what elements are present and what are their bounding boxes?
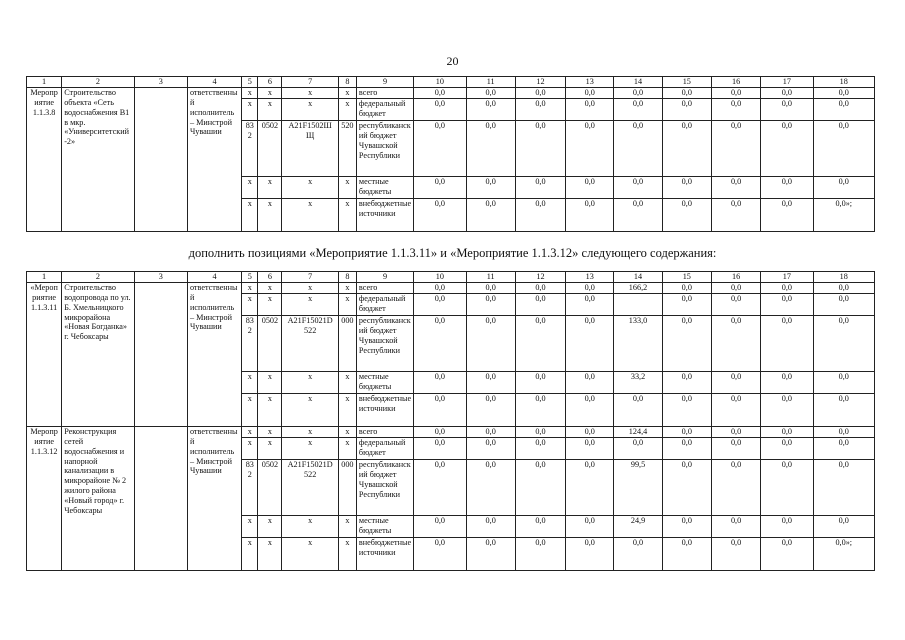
column-number: 10 bbox=[414, 272, 466, 283]
code-cell: x bbox=[282, 438, 338, 460]
code-cell: x bbox=[338, 372, 356, 394]
funding-source-cell: внебюджетные источники bbox=[356, 538, 413, 571]
table-row bbox=[27, 427, 875, 438]
column-number: 11 bbox=[466, 272, 515, 283]
column-number: 17 bbox=[761, 77, 813, 88]
table-row bbox=[27, 283, 875, 294]
code-cell: x bbox=[282, 283, 338, 294]
code-cell: x bbox=[282, 516, 338, 538]
column-number: 8 bbox=[338, 77, 356, 88]
value-cell bbox=[614, 294, 662, 316]
column-number: 12 bbox=[515, 272, 565, 283]
column-number: 9 bbox=[356, 272, 413, 283]
value-cell: 0,0 bbox=[711, 199, 760, 232]
column-3-cell bbox=[134, 283, 187, 427]
table-row bbox=[27, 88, 875, 99]
value-cell: 0,0 bbox=[414, 121, 466, 177]
value-cell: 0,0 bbox=[414, 427, 466, 438]
value-cell: 0,0 bbox=[414, 283, 466, 294]
value-cell: 0,0 bbox=[414, 199, 466, 232]
value-cell: 0,0 bbox=[414, 294, 466, 316]
column-number-row bbox=[27, 272, 875, 283]
value-cell: 0,0 bbox=[662, 121, 711, 177]
value-cell: 0,0 bbox=[711, 316, 760, 372]
value-cell: 0,0 bbox=[414, 88, 466, 99]
value-cell: 0,0 bbox=[466, 88, 515, 99]
value-cell: 0,0 bbox=[466, 460, 515, 516]
executor-cell: ответственный исполнитель – Минстрой Чувашии bbox=[187, 427, 241, 571]
value-cell: 0,0 bbox=[466, 438, 515, 460]
code-cell: x bbox=[258, 199, 282, 232]
value-cell: 0,0 bbox=[813, 427, 874, 438]
column-number: 3 bbox=[134, 272, 187, 283]
funding-source-cell: местные бюджеты bbox=[356, 372, 413, 394]
code-cell: x bbox=[338, 394, 356, 427]
column-number: 13 bbox=[566, 272, 614, 283]
column-number: 15 bbox=[662, 77, 711, 88]
code-cell: x bbox=[242, 438, 258, 460]
value-cell: 0,0 bbox=[761, 316, 813, 372]
value-cell: 0,0 bbox=[466, 99, 515, 121]
code-cell: x bbox=[258, 372, 282, 394]
value-cell: 0,0 bbox=[761, 516, 813, 538]
value-cell: 0,0 bbox=[466, 294, 515, 316]
code-cell: x bbox=[242, 538, 258, 571]
column-number: 14 bbox=[614, 77, 662, 88]
value-cell: 0,0 bbox=[662, 516, 711, 538]
value-cell: 0,0 bbox=[711, 438, 760, 460]
column-number: 16 bbox=[711, 272, 760, 283]
value-cell: 0,0 bbox=[711, 372, 760, 394]
value-cell: 0,0 bbox=[614, 121, 662, 177]
measure-name-cell: Строительство водопровода по ул. Б. Хмельницкого микрорайона «Новая Богданка» г. Чебоксары bbox=[62, 283, 134, 427]
executor-cell: ответственный исполнитель – Минстрой Чувашии bbox=[187, 88, 241, 232]
value-cell: 0,0 bbox=[761, 294, 813, 316]
program-table-1 bbox=[26, 76, 875, 232]
value-cell: 0,0 bbox=[761, 283, 813, 294]
value-cell: 0,0 bbox=[662, 427, 711, 438]
value-cell: 0,0 bbox=[466, 372, 515, 394]
value-cell: 0,0 bbox=[466, 427, 515, 438]
value-cell: 0,0 bbox=[515, 460, 565, 516]
value-cell: 0,0 bbox=[711, 177, 760, 199]
value-cell: 0,0 bbox=[614, 538, 662, 571]
code-cell: x bbox=[282, 177, 338, 199]
column-number: 11 bbox=[466, 77, 515, 88]
code-cell: A21F15021D 522 bbox=[282, 316, 338, 372]
value-cell: 0,0 bbox=[761, 538, 813, 571]
code-cell: x bbox=[258, 394, 282, 427]
funding-source-cell: федеральный бюджет bbox=[356, 294, 413, 316]
code-cell: x bbox=[338, 294, 356, 316]
value-cell: 166,2 bbox=[614, 283, 662, 294]
code-cell: x bbox=[242, 294, 258, 316]
code-cell: x bbox=[282, 427, 338, 438]
value-cell: 0,0 bbox=[466, 177, 515, 199]
value-cell: 0,0 bbox=[566, 283, 614, 294]
value-cell: 0,0 bbox=[566, 394, 614, 427]
value-cell: 0,0 bbox=[761, 121, 813, 177]
value-cell: 0,0 bbox=[414, 394, 466, 427]
value-cell: 0,0 bbox=[711, 394, 760, 427]
value-cell: 0,0 bbox=[662, 177, 711, 199]
value-cell: 0,0 bbox=[414, 177, 466, 199]
value-cell: 0,0 bbox=[515, 121, 565, 177]
value-cell: 0,0 bbox=[566, 177, 614, 199]
column-number: 5 bbox=[242, 77, 258, 88]
column-number-row bbox=[27, 77, 875, 88]
value-cell: 0,0 bbox=[761, 394, 813, 427]
value-cell: 0,0 bbox=[813, 294, 874, 316]
code-cell: x bbox=[242, 516, 258, 538]
value-cell: 0,0 bbox=[813, 121, 874, 177]
code-cell: x bbox=[258, 427, 282, 438]
code-cell: x bbox=[338, 427, 356, 438]
code-cell: x bbox=[282, 199, 338, 232]
code-cell: x bbox=[338, 177, 356, 199]
measure-cell: Мероприятие 1.1.3.8 bbox=[27, 88, 62, 232]
column-number: 16 bbox=[711, 77, 760, 88]
code-cell: x bbox=[258, 283, 282, 294]
column-3-cell bbox=[134, 427, 187, 571]
measure-name-cell: Реконструкция сетей водоснабжения и напорной канализации в микрорайоне № 2 жилого района «Новый город» г. Чебоксары bbox=[62, 427, 134, 571]
code-cell: 0502 bbox=[258, 460, 282, 516]
column-number: 12 bbox=[515, 77, 565, 88]
value-cell: 0,0 bbox=[414, 316, 466, 372]
value-cell: 0,0 bbox=[711, 427, 760, 438]
value-cell: 0,0 bbox=[761, 88, 813, 99]
code-cell: x bbox=[242, 99, 258, 121]
value-cell: 0,0 bbox=[466, 283, 515, 294]
column-number: 1 bbox=[27, 77, 62, 88]
code-cell: x bbox=[258, 99, 282, 121]
funding-source-cell: всего bbox=[356, 427, 413, 438]
code-cell: x bbox=[258, 88, 282, 99]
code-cell: A21F15021D 522 bbox=[282, 460, 338, 516]
code-cell: 832 bbox=[242, 121, 258, 177]
column-number: 6 bbox=[258, 77, 282, 88]
value-cell: 0,0 bbox=[515, 88, 565, 99]
value-cell: 0,0 bbox=[515, 99, 565, 121]
column-number: 9 bbox=[356, 77, 413, 88]
measure-cell: Мероприятие 1.1.3.12 bbox=[27, 427, 62, 571]
column-number: 3 bbox=[134, 77, 187, 88]
code-cell: x bbox=[338, 88, 356, 99]
value-cell: 0,0 bbox=[515, 516, 565, 538]
value-cell: 0,0 bbox=[566, 460, 614, 516]
code-cell: x bbox=[242, 427, 258, 438]
code-cell: x bbox=[282, 394, 338, 427]
code-cell: x bbox=[338, 538, 356, 571]
value-cell: 0,0 bbox=[614, 177, 662, 199]
value-cell: 0,0 bbox=[662, 372, 711, 394]
code-cell: x bbox=[242, 394, 258, 427]
value-cell: 0,0 bbox=[813, 438, 874, 460]
column-number: 18 bbox=[813, 77, 874, 88]
value-cell: 0,0 bbox=[711, 283, 760, 294]
page-number: 20 bbox=[446, 54, 459, 68]
code-cell: x bbox=[258, 438, 282, 460]
code-cell: x bbox=[242, 372, 258, 394]
value-cell: 0,0 bbox=[614, 438, 662, 460]
code-cell: 832 bbox=[242, 316, 258, 372]
value-cell: 0,0 bbox=[813, 394, 874, 427]
value-cell: 0,0»; bbox=[813, 199, 874, 232]
funding-source-cell: местные бюджеты bbox=[356, 516, 413, 538]
code-cell: x bbox=[338, 283, 356, 294]
value-cell: 0,0 bbox=[662, 460, 711, 516]
program-table-2 bbox=[26, 271, 875, 571]
value-cell: 0,0 bbox=[566, 121, 614, 177]
code-cell: 000 bbox=[338, 460, 356, 516]
code-cell: x bbox=[338, 516, 356, 538]
column-3-cell bbox=[134, 88, 187, 232]
code-cell: x bbox=[282, 538, 338, 571]
value-cell: 0,0 bbox=[566, 516, 614, 538]
value-cell: 0,0 bbox=[813, 177, 874, 199]
value-cell: 0,0 bbox=[515, 394, 565, 427]
value-cell: 99,5 bbox=[614, 460, 662, 516]
value-cell: 0,0 bbox=[662, 394, 711, 427]
value-cell: 0,0 bbox=[566, 438, 614, 460]
code-cell: x bbox=[338, 438, 356, 460]
value-cell: 0,0 bbox=[662, 438, 711, 460]
value-cell: 0,0 bbox=[566, 199, 614, 232]
value-cell: 0,0 bbox=[515, 316, 565, 372]
funding-source-cell: федеральный бюджет bbox=[356, 99, 413, 121]
column-number: 17 bbox=[761, 272, 813, 283]
value-cell: 0,0 bbox=[614, 88, 662, 99]
value-cell: 0,0 bbox=[414, 438, 466, 460]
value-cell: 0,0 bbox=[813, 516, 874, 538]
funding-source-cell: всего bbox=[356, 88, 413, 99]
value-cell: 0,0 bbox=[515, 283, 565, 294]
column-number: 8 bbox=[338, 272, 356, 283]
value-cell: 0,0 bbox=[813, 88, 874, 99]
column-number: 4 bbox=[187, 77, 241, 88]
funding-source-cell: республиканский бюджет Чувашской Республики bbox=[356, 121, 413, 177]
value-cell: 0,0 bbox=[414, 460, 466, 516]
code-cell: x bbox=[282, 294, 338, 316]
code-cell: x bbox=[258, 294, 282, 316]
column-number: 2 bbox=[62, 272, 134, 283]
code-cell: 832 bbox=[242, 460, 258, 516]
instruction-sentence: дополнить позициями «Мероприятие 1.1.3.11» и «Мероприятие 1.1.3.12» следующего содержания: bbox=[188, 246, 717, 260]
value-cell: 0,0 bbox=[566, 316, 614, 372]
code-cell: 000 bbox=[338, 316, 356, 372]
code-cell: x bbox=[282, 372, 338, 394]
value-cell: 0,0 bbox=[515, 438, 565, 460]
value-cell: 0,0 bbox=[466, 316, 515, 372]
value-cell: 0,0 bbox=[813, 99, 874, 121]
value-cell: 133,0 bbox=[614, 316, 662, 372]
value-cell: 0,0 bbox=[515, 199, 565, 232]
value-cell: 33,2 bbox=[614, 372, 662, 394]
column-number: 7 bbox=[282, 77, 338, 88]
value-cell: 0,0 bbox=[566, 427, 614, 438]
column-number: 18 bbox=[813, 272, 874, 283]
funding-source-cell: всего bbox=[356, 283, 413, 294]
column-number: 13 bbox=[566, 77, 614, 88]
value-cell: 124,4 bbox=[614, 427, 662, 438]
value-cell: 0,0»; bbox=[813, 538, 874, 571]
code-cell: x bbox=[282, 88, 338, 99]
value-cell: 0,0 bbox=[761, 372, 813, 394]
code-cell: x bbox=[242, 88, 258, 99]
funding-source-cell: республиканский бюджет Чувашской Республики bbox=[356, 316, 413, 372]
code-cell: A21F1502ШЩ bbox=[282, 121, 338, 177]
column-number: 2 bbox=[62, 77, 134, 88]
code-cell: x bbox=[242, 199, 258, 232]
value-cell: 0,0 bbox=[566, 99, 614, 121]
column-number: 7 bbox=[282, 272, 338, 283]
value-cell: 0,0 bbox=[761, 438, 813, 460]
value-cell: 0,0 bbox=[662, 538, 711, 571]
value-cell: 0,0 bbox=[662, 316, 711, 372]
column-number: 6 bbox=[258, 272, 282, 283]
code-cell: x bbox=[338, 99, 356, 121]
value-cell: 0,0 bbox=[813, 460, 874, 516]
funding-source-cell: республиканский бюджет Чувашской Республики bbox=[356, 460, 413, 516]
code-cell: 0502 bbox=[258, 316, 282, 372]
column-number: 5 bbox=[242, 272, 258, 283]
code-cell: x bbox=[242, 283, 258, 294]
value-cell: 0,0 bbox=[711, 294, 760, 316]
value-cell: 0,0 bbox=[711, 460, 760, 516]
value-cell: 0,0 bbox=[711, 88, 760, 99]
funding-source-cell: внебюджетные источники bbox=[356, 199, 413, 232]
funding-source-cell: федеральный бюджет bbox=[356, 438, 413, 460]
funding-source-cell: местные бюджеты bbox=[356, 177, 413, 199]
code-cell: x bbox=[258, 177, 282, 199]
value-cell: 0,0 bbox=[614, 394, 662, 427]
value-cell: 0,0 bbox=[761, 427, 813, 438]
value-cell: 0,0 bbox=[761, 177, 813, 199]
code-cell: x bbox=[258, 538, 282, 571]
value-cell: 0,0 bbox=[466, 516, 515, 538]
column-number: 14 bbox=[614, 272, 662, 283]
value-cell: 0,0 bbox=[414, 538, 466, 571]
executor-cell: ответственный исполнитель – Минстрой Чувашии bbox=[187, 283, 241, 427]
code-cell: x bbox=[258, 516, 282, 538]
value-cell: 0,0 bbox=[414, 99, 466, 121]
value-cell: 24,9 bbox=[614, 516, 662, 538]
value-cell: 0,0 bbox=[761, 99, 813, 121]
value-cell: 0,0 bbox=[813, 316, 874, 372]
value-cell: 0,0 bbox=[614, 99, 662, 121]
value-cell: 0,0 bbox=[711, 516, 760, 538]
value-cell: 0,0 bbox=[711, 538, 760, 571]
value-cell: 0,0 bbox=[414, 516, 466, 538]
value-cell: 0,0 bbox=[566, 88, 614, 99]
value-cell: 0,0 bbox=[466, 538, 515, 571]
value-cell: 0,0 bbox=[711, 121, 760, 177]
value-cell: 0,0 bbox=[466, 394, 515, 427]
value-cell: 0,0 bbox=[813, 283, 874, 294]
value-cell: 0,0 bbox=[414, 372, 466, 394]
value-cell: 0,0 bbox=[466, 121, 515, 177]
value-cell: 0,0 bbox=[662, 99, 711, 121]
value-cell: 0,0 bbox=[711, 99, 760, 121]
value-cell: 0,0 bbox=[566, 538, 614, 571]
code-cell: 0502 bbox=[258, 121, 282, 177]
value-cell: 0,0 bbox=[466, 199, 515, 232]
value-cell: 0,0 bbox=[515, 427, 565, 438]
funding-source-cell: внебюджетные источники bbox=[356, 394, 413, 427]
value-cell: 0,0 bbox=[614, 199, 662, 232]
code-cell: x bbox=[242, 177, 258, 199]
value-cell: 0,0 bbox=[662, 88, 711, 99]
value-cell: 0,0 bbox=[566, 294, 614, 316]
value-cell: 0,0 bbox=[761, 199, 813, 232]
column-number: 15 bbox=[662, 272, 711, 283]
column-number: 1 bbox=[27, 272, 62, 283]
column-number: 10 bbox=[414, 77, 466, 88]
value-cell: 0,0 bbox=[515, 294, 565, 316]
measure-name-cell: Строительство объекта «Сеть водоснабжения В1 в мкр. «Университетский-2» bbox=[62, 88, 134, 232]
value-cell: 0,0 bbox=[662, 294, 711, 316]
value-cell: 0,0 bbox=[515, 538, 565, 571]
value-cell: 0,0 bbox=[662, 199, 711, 232]
code-cell: 520 bbox=[338, 121, 356, 177]
value-cell: 0,0 bbox=[515, 372, 565, 394]
value-cell: 0,0 bbox=[515, 177, 565, 199]
value-cell: 0,0 bbox=[662, 283, 711, 294]
code-cell: x bbox=[282, 99, 338, 121]
measure-cell: «Мероприятие 1.1.3.11 bbox=[27, 283, 62, 427]
code-cell: x bbox=[338, 199, 356, 232]
value-cell: 0,0 bbox=[761, 460, 813, 516]
column-number: 4 bbox=[187, 272, 241, 283]
value-cell: 0,0 bbox=[566, 372, 614, 394]
value-cell: 0,0 bbox=[813, 372, 874, 394]
